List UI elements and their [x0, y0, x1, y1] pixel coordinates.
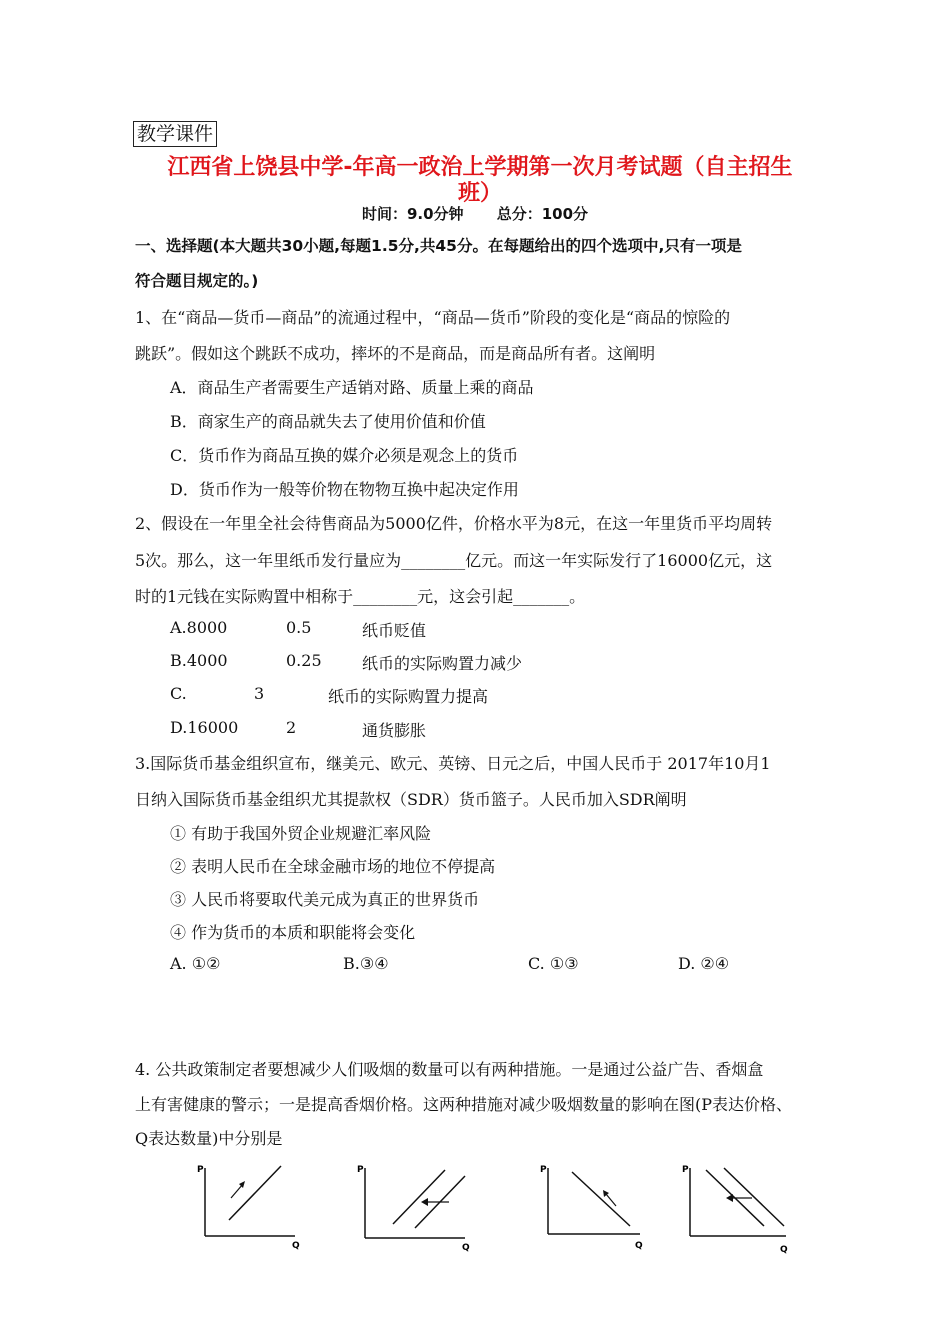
q2-option-d-label: D.16000 — [170, 718, 239, 737]
q1-option-b: B．商家生产的商品就失去了使用价值和价值 — [170, 412, 486, 431]
exam-title-line2: 班） — [457, 181, 502, 206]
q4-stem-line2: 上有害健康的警示；一是提高香烟价格。这两种措施对减少吸烟数量的影响在图(P表达价格、 — [135, 1095, 793, 1114]
q3-item-3: ③ 人民币将要取代美元成为真正的世界货币 — [170, 890, 480, 909]
section-heading-line1: 一、选择题(本大题共30小题,每题1.5分,共45分。在每题给出的四个选项中,只有一项是 — [135, 237, 742, 255]
q2-option-c-value: 3 — [254, 684, 265, 703]
exam-time: 时间：9.0分钟 — [361, 205, 464, 223]
q3-option-d: D. ②④ — [678, 954, 730, 973]
q3-item-4: ④ 作为货币的本质和职能将会变化 — [170, 923, 416, 942]
q2-option-d-text: 通货膨胀 — [362, 721, 427, 740]
q4-stem-line3: Q表达数量)中分别是 — [135, 1129, 283, 1148]
graph-3-p-label: P — [540, 1165, 547, 1175]
q1-stem-line1: 1、在“商品—货币—商品”的流通过程中，“商品—货币”阶段的变化是“商品的惊险的 — [135, 308, 731, 327]
graph-4 — [680, 1162, 795, 1261]
q2-option-a-value: 0.5 — [286, 618, 312, 637]
q2-option-c-text: 纸币的实际购置力提高 — [328, 687, 489, 706]
q3-item-2: ② 表明人民币在全球金融市场的地位不停提高 — [170, 857, 496, 876]
graph-4-p-label: P — [682, 1165, 689, 1175]
q4-stem-line1: 4. 公共政策制定者要想减少人们吸烟的数量可以有两种措施。一是通过公益广告、香烟盒 — [135, 1060, 764, 1079]
graph-3-q-label: Q — [635, 1241, 643, 1251]
graph-1 — [195, 1162, 305, 1256]
q3-option-a: A. ①② — [170, 954, 221, 973]
exam-score: 总分：100分 — [496, 205, 589, 223]
graph-2-p-label: P — [357, 1165, 364, 1175]
q1-option-a: A．商品生产者需要生产适销对路、质量上乘的商品 — [170, 378, 534, 397]
q3-stem-line2: 日纳入国际货币基金组织尤其提款权（SDR）货币篮子。人民币加入SDR阐明 — [135, 790, 687, 809]
q3-option-b: B.③④ — [343, 954, 389, 973]
q2-option-a-label: A.8000 — [170, 618, 228, 637]
q2-option-a-text: 纸币贬值 — [362, 621, 427, 640]
q2-option-b-label: B.4000 — [170, 651, 228, 670]
q3-item-1: ① 有助于我国外贸企业规避汇率风险 — [170, 824, 432, 843]
q2-option-c-label: C. — [170, 684, 187, 703]
graph-1-p-label: P — [197, 1165, 204, 1175]
q1-stem-line2: 跳跃”。假如这个跳跃不成功，摔坏的不是商品，而是商品所有者。这阐明 — [135, 344, 656, 363]
q2-option-b-value: 0.25 — [286, 651, 322, 670]
exam-title-line1: 江西省上饶县中学-年高一政治上学期第一次月考试题（自主招生 — [167, 155, 793, 180]
q2-option-d-value: 2 — [286, 718, 297, 737]
stamp-label: 教学课件 — [133, 121, 217, 147]
q3-option-c: C. ①③ — [528, 954, 579, 973]
graph-4-q-label: Q — [780, 1245, 788, 1255]
q2-stem-line1: 2、假设在一年里全社会待售商品为5000亿件，价格水平为8元，在这一年里货币平均周转 — [135, 514, 773, 533]
q2-stem-line2: 5次。那么，这一年里纸币发行量应为________亿元。而这一年实际发行了16000亿元，这 — [135, 551, 773, 570]
graph-1-q-label: Q — [292, 1241, 300, 1251]
section-heading-line2: 符合题目规定的。) — [135, 272, 259, 290]
exam-meta — [0, 203, 950, 224]
q1-option-d: D．货币作为一般等价物在物物互换中起决定作用 — [170, 480, 519, 499]
graph-3 — [538, 1162, 648, 1256]
q2-stem-line3: 时的1元钱在实际购置中相称于________元，这会引起_______。 — [135, 587, 586, 606]
q1-option-c: C．货币作为商品互换的媒介必须是观念上的货币 — [170, 446, 519, 465]
q3-stem-line1: 3.国际货币基金组织宣布，继美元、欧元、英镑、日元之后，中国人民币于 2017年10月1 — [135, 754, 771, 773]
q2-option-b-text: 纸币的实际购置力减少 — [362, 654, 523, 673]
graph-2-q-label: Q — [462, 1243, 470, 1252]
graph-2 — [355, 1162, 475, 1256]
